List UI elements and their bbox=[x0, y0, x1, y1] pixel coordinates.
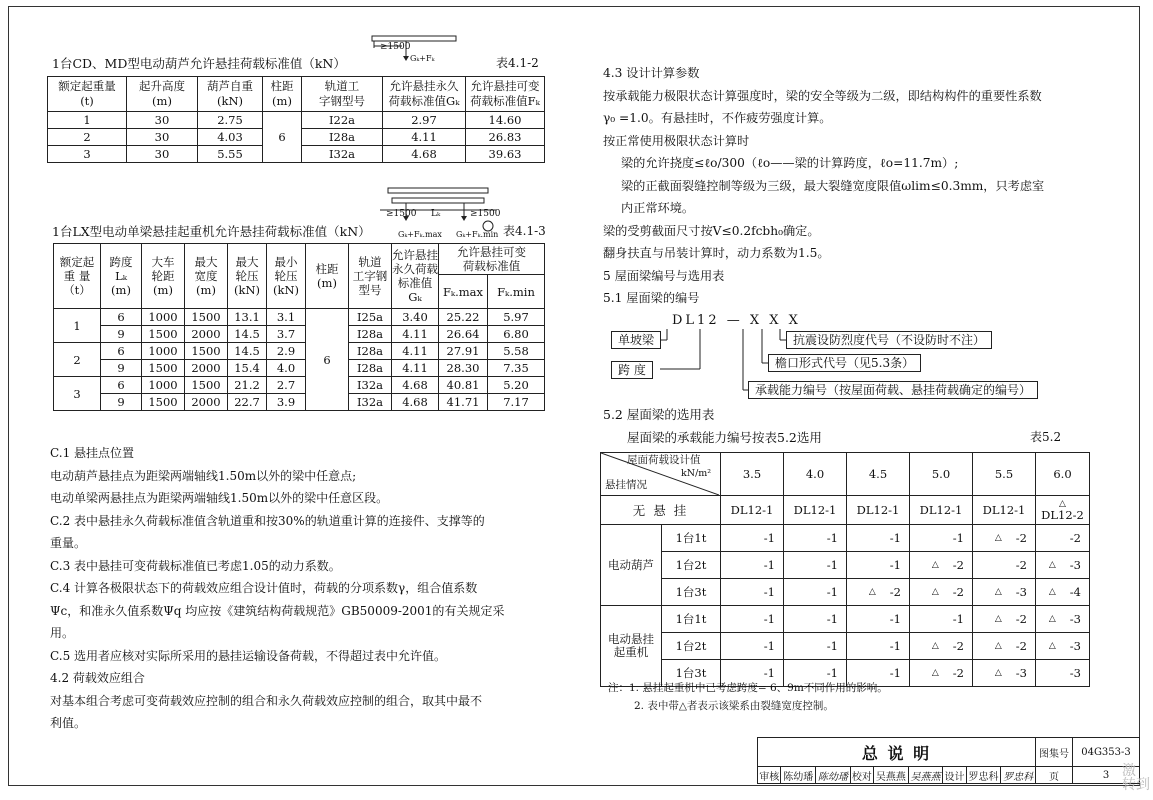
triangle-mark: △ bbox=[994, 640, 1002, 651]
signature: 罗忠科 bbox=[1001, 767, 1036, 784]
table52-cell bbox=[910, 525, 973, 552]
table52-cell bbox=[847, 525, 910, 552]
cell-value: -1 bbox=[889, 665, 901, 680]
table52-cell bbox=[721, 633, 784, 660]
cell-value: -2 bbox=[952, 584, 964, 599]
cell-value: -3 bbox=[1069, 638, 1081, 653]
table41-3-caption: 1台LX型电动单梁悬挂起重机允许悬挂荷载标准值（kN） bbox=[52, 224, 371, 239]
table52-cell bbox=[721, 552, 784, 579]
cell-value: -1 bbox=[952, 611, 964, 626]
table-row: 3 6 1000 1500 21.2 2.7 I32a 4.68 40.81 5.20 bbox=[54, 377, 545, 394]
sec52-title: 5.2 屋面梁的选用表 bbox=[603, 407, 715, 422]
table52-corner: 屋面荷载设计值 kN/m² 悬挂情况 bbox=[601, 453, 721, 496]
table52-cell bbox=[910, 606, 973, 633]
cell-value: -2 bbox=[952, 557, 964, 572]
table52-cell bbox=[1036, 660, 1090, 687]
table52-cell bbox=[910, 552, 973, 579]
drawing-title: 总 说 明 bbox=[758, 738, 1036, 767]
table52-cell bbox=[973, 496, 1036, 525]
left-notes: C.1 悬挂点位置 电动葫芦悬挂点为距梁两端轴线1.50m以外的梁中任意点; 电动单梁两悬挂点为距梁两端轴线1.50m以外的梁中任意区段。 C.2 表中悬挂永久荷载标准值含轨道重和按30%的轨道重计算的连接件、支撑等的 重量。 C.3 表中悬挂可变荷载标准值已考虑1.05的动力系数。 C.4 计算各极限状态下的荷载效应组合设计值时，荷载的分项系数γ，组合值系数 Ψc，和准永久值系数Ψq 均应按《建筑结构荷载规范》GB50009-2001的有关规定采 用。 C.5 选用者应核对实际所采用的悬挂运输设备荷载，不得超过表中允许值。 4.2 荷载效应组合 对基本组合考虑可变荷载效应控制的组合和永久荷载效应控制的组合，取其中最不 利值。 bbox=[50, 446, 505, 730]
cell-value: -3 bbox=[1015, 584, 1027, 599]
cell-value: -2 bbox=[1015, 611, 1027, 626]
cell-value: -1 bbox=[763, 530, 775, 545]
cell-value: -2 bbox=[1015, 530, 1027, 545]
note-1: 注：1. 悬挂起重机中已考虑跨度= 6、9m不同作用的影响。 bbox=[608, 682, 888, 694]
table-row: 2 30 4.03 I28a 4.11 26.83 bbox=[48, 129, 545, 146]
crane-dim1: ≥1500 bbox=[386, 209, 417, 219]
crane-load1: Gₖ+Fₖ.max bbox=[398, 230, 442, 239]
triangle-mark: △ bbox=[1048, 559, 1056, 570]
triangle-mark: △ bbox=[994, 532, 1002, 543]
table52 bbox=[600, 452, 1090, 687]
cell-value: -1 bbox=[763, 638, 775, 653]
cell-value: DL12-1 bbox=[856, 502, 900, 517]
table41-3 bbox=[53, 243, 545, 411]
table52-cell bbox=[1036, 496, 1090, 525]
diagram1-dim: ≥1500 bbox=[380, 42, 411, 52]
table52-cell bbox=[784, 552, 847, 579]
cell-value: -2 bbox=[1069, 530, 1081, 545]
cell-value: -1 bbox=[889, 638, 901, 653]
sec52-intro: 屋面梁的承载能力编号按表5.2选用 bbox=[627, 430, 822, 445]
triangle-mark: △ bbox=[1059, 499, 1066, 509]
cell-value: DL12-1 bbox=[919, 502, 963, 517]
table-row: 1台2t -1 -1 -1 △ -2 -2 △ -3 bbox=[601, 552, 1090, 579]
table-header-row: 额定起 重 量 （t） 跨度 Lₖ (m) 大车 轮距 (m) 最大 宽度 (m) 最大 轮压 (kN) 最小 轮压 (kN) 柱距 (m) 轨道 工字钢 型号 允许悬挂 永久荷载 标准值Gₖ 允许悬挂可变 荷载标准值 bbox=[54, 244, 545, 275]
triangle-mark: △ bbox=[1048, 586, 1056, 597]
triangle-mark: △ bbox=[931, 586, 939, 597]
cell-value: DL12-2 bbox=[1041, 508, 1084, 522]
triangle-mark: △ bbox=[994, 667, 1002, 678]
cell-value: -3 bbox=[1069, 665, 1081, 680]
cell-value: DL12-1 bbox=[982, 502, 1026, 517]
cell-value: -1 bbox=[763, 584, 775, 599]
triangle-mark: △ bbox=[931, 667, 939, 678]
table52-cell bbox=[847, 579, 910, 606]
table-row: 无 悬 挂 DL12-1 DL12-1 DL12-1 DL12-1 DL12-1 △ DL12-2 bbox=[601, 496, 1090, 525]
cell-value: -1 bbox=[826, 611, 838, 626]
table52-cell bbox=[1036, 525, 1090, 552]
cell-value: -1 bbox=[889, 611, 901, 626]
table52-cell bbox=[784, 496, 847, 525]
table41-3-number: 表4.1-3 bbox=[503, 224, 546, 238]
table-row: 1台3t -1 -1 △ -2 △ -2 △ -3 △ -4 bbox=[601, 579, 1090, 606]
table52-cell bbox=[910, 496, 973, 525]
cell-value: -2 bbox=[952, 638, 964, 653]
table52-cell bbox=[721, 579, 784, 606]
table-row: 9 1500 2000 22.7 3.9 I32a 4.68 41.71 7.17 bbox=[54, 394, 545, 411]
code-note-eave: 檐口形式代号（见5.3条） bbox=[768, 354, 921, 372]
signature: 陈幼璠 bbox=[816, 767, 851, 784]
cell-value: -1 bbox=[826, 638, 838, 653]
table52-number: 表5.2 bbox=[1030, 430, 1062, 444]
table52-cell bbox=[973, 660, 1036, 687]
table52-cell bbox=[784, 606, 847, 633]
table-row: 2 6 1000 1500 14.5 2.9 I28a 4.11 27.91 5.58 bbox=[54, 343, 545, 360]
table52-cell bbox=[910, 660, 973, 687]
cell-value: DL12-1 bbox=[730, 502, 774, 517]
table52-cell bbox=[973, 579, 1036, 606]
note-2: 2. 表中带△者表示该梁系由裂缝宽度控制。 bbox=[634, 700, 834, 712]
crane-load2: Gₖ+Fₖ.min bbox=[456, 230, 499, 239]
table52-cell bbox=[973, 606, 1036, 633]
crane-dim-mid: Lₖ bbox=[431, 209, 441, 219]
triangle-mark: △ bbox=[994, 613, 1002, 624]
cell-value: -1 bbox=[763, 665, 775, 680]
table-row: 1 6 1000 1500 13.1 3.1 6 I25a 3.40 25.22 5.97 bbox=[54, 309, 545, 326]
table41-2-caption: 1台CD、MD型电动葫芦允许悬挂荷载标准值（kN） bbox=[52, 56, 346, 71]
table52-cell bbox=[973, 633, 1036, 660]
cell-value: -1 bbox=[763, 611, 775, 626]
cell-value: -1 bbox=[826, 584, 838, 599]
table52-cell bbox=[847, 633, 910, 660]
table-row: 3 30 5.55 I32a 4.68 39.63 bbox=[48, 146, 545, 163]
table52-cell bbox=[847, 606, 910, 633]
cell-value: -4 bbox=[1069, 584, 1081, 599]
table52-cell bbox=[910, 633, 973, 660]
table-row: 电动葫芦 1台1t -1 -1 -1 -1 △ -2 -2 bbox=[601, 525, 1090, 552]
triangle-mark: △ bbox=[1048, 640, 1056, 651]
cell-value: -1 bbox=[826, 530, 838, 545]
signature: 吴燕燕 bbox=[908, 767, 943, 784]
triangle-mark: △ bbox=[1048, 613, 1056, 624]
table52-cell bbox=[784, 633, 847, 660]
title-block-row: 总 说 明 图集号 04G353-3 bbox=[758, 738, 1140, 767]
cell-value: -1 bbox=[763, 557, 775, 572]
table52-cell bbox=[973, 552, 1036, 579]
watermark: 激 转到 bbox=[1122, 763, 1150, 793]
cell-value: -2 bbox=[889, 584, 901, 599]
triangle-mark: △ bbox=[931, 640, 939, 651]
right-notes: 4.3 设计计算参数 按承载能力极限状态计算强度时，梁的安全等级为二级，即结构构件的重要性系数 γ₀ =1.0。有悬挂时，不作疲劳强度计算。 按正常使用极限状态计算时 梁的允许挠度≤ℓo/300（ℓo——梁的计算跨度，ℓo=11.7m）; 梁的正截面裂缝控制等级为三级，最大裂缝宽度限值ωlim≤0.3mm，只考虑室 内正常环境。 梁的受剪截面尺寸按V≤0.2fcbh₀确定。 翻身扶直与吊装计算时，动力系数为1.5。 5 屋面梁编号与选用表 5.1 屋面梁的编号 bbox=[603, 66, 1045, 305]
cell-value: -1 bbox=[889, 530, 901, 545]
table-row: 9 1500 2000 15.4 4.0 I28a 4.11 28.30 7.35 bbox=[54, 360, 545, 377]
beam-code: DL12 — X X X bbox=[672, 313, 801, 328]
cell-value: -1 bbox=[889, 557, 901, 572]
diagram1-load: Gₖ+Fₖ bbox=[410, 54, 435, 63]
table52-cell bbox=[910, 579, 973, 606]
table-row: 1台2t -1 -1 -1 △ -2 △ -2 △ -3 bbox=[601, 633, 1090, 660]
cell-value: -3 bbox=[1069, 557, 1081, 572]
table52-cell bbox=[721, 496, 784, 525]
code-box-single-slope: 单坡梁 bbox=[611, 331, 661, 349]
triangle-mark: △ bbox=[994, 586, 1002, 597]
triangle-mark: △ bbox=[868, 586, 876, 597]
cell-value: -2 bbox=[952, 665, 964, 680]
table41-2-number: 表4.1-2 bbox=[496, 56, 539, 70]
crane-dim2: ≥1500 bbox=[470, 209, 501, 219]
title-block bbox=[757, 737, 1140, 784]
table-header-row: 屋面荷载设计值 kN/m² 悬挂情况 3.5 4.0 4.5 5.0 5.5 6.0 bbox=[601, 453, 1090, 496]
table52-cell bbox=[721, 525, 784, 552]
table-row: 电动悬挂 起重机 1台1t -1 -1 -1 -1 △ -2 △ -3 bbox=[601, 606, 1090, 633]
table52-cell bbox=[784, 579, 847, 606]
table52-cell bbox=[721, 606, 784, 633]
cell-value: -1 bbox=[826, 665, 838, 680]
table52-cell bbox=[1036, 606, 1090, 633]
table-row: 1 30 2.75 6 I22a 2.97 14.60 bbox=[48, 112, 545, 129]
cell-value: -3 bbox=[1069, 611, 1081, 626]
table52-cell bbox=[847, 496, 910, 525]
cell-value: DL12-1 bbox=[793, 502, 837, 517]
table52-cell bbox=[973, 525, 1036, 552]
table52-cell bbox=[1036, 579, 1090, 606]
code-box-span: 跨 度 bbox=[611, 361, 653, 379]
table41-2 bbox=[47, 76, 545, 163]
table52-cell bbox=[784, 525, 847, 552]
table52-cell bbox=[1036, 552, 1090, 579]
table-header-row: 额定起重量 (t) 起升高度 (m) 葫芦自重 (kN) 柱距 (m) 轨道工 字钢型号 允许悬挂永久 荷载标准值Gₖ 允许悬挂可变 荷载标准值Fₖ bbox=[48, 77, 545, 112]
table-header-row: Fₖ.max Fₖ.min bbox=[54, 275, 545, 309]
code-note-capacity: 承载能力编号（按屋面荷载、悬挂荷载确定的编号） bbox=[748, 381, 1038, 399]
triangle-mark: △ bbox=[931, 559, 939, 570]
code-note-seismic: 抗震设防烈度代号（不设防时不注） bbox=[786, 331, 992, 349]
cell-value: -2 bbox=[1015, 638, 1027, 653]
table52-cell bbox=[1036, 633, 1090, 660]
cell-value: -1 bbox=[952, 530, 964, 545]
cell-value: -2 bbox=[1015, 557, 1027, 572]
cell-value: -3 bbox=[1015, 665, 1027, 680]
table-row: 1台3t -1 -1 -1 △ -2 △ -3 -3 bbox=[601, 660, 1090, 687]
table-row: 9 1500 2000 14.5 3.7 I28a 4.11 26.64 6.80 bbox=[54, 326, 545, 343]
cell-value: -1 bbox=[826, 557, 838, 572]
title-block-row: 审核 陈幼璠 陈幼璠 校对 吴燕燕 吴燕燕 设计 罗忠科 罗忠科 页 3 bbox=[758, 767, 1140, 784]
table52-cell bbox=[847, 552, 910, 579]
